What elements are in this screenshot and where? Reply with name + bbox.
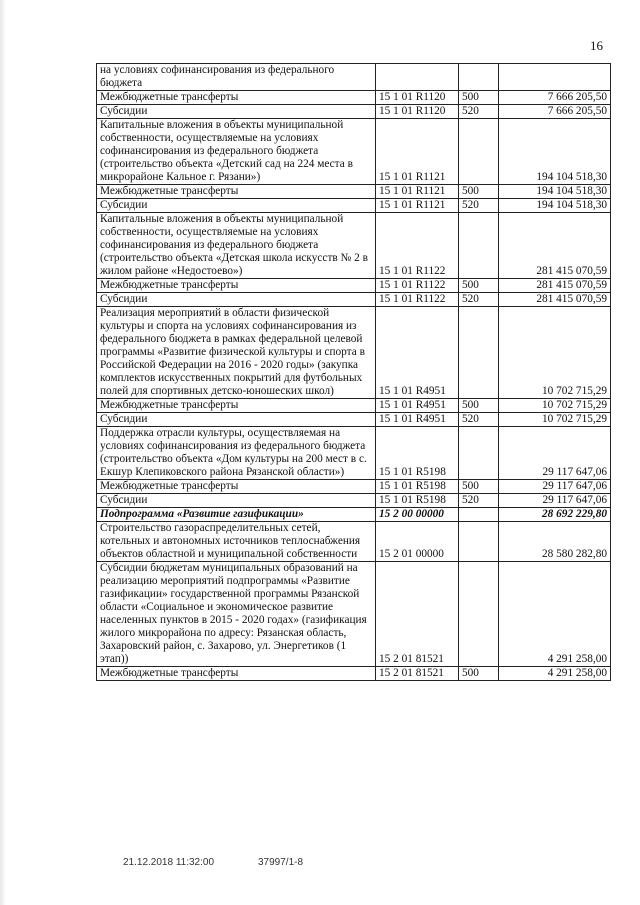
row-name-cell: Реализация мероприятий в области физической культуры и спорта на условиях софинансирования из федерального бюджета в рамках федеральной целевой программы «Развитие физической культуры и спорта в Российской Федерации на 2016 - 2020 годы» (закупка комплектов искусственных покрытий для футбольных полей для спортивных детско-юношеских школ) [97, 307, 376, 399]
row-vr-cell [459, 508, 499, 522]
table-row [97, 105, 611, 119]
row-vr-cell [459, 64, 499, 91]
row-sum-cell: 281 415 070,59 [499, 279, 611, 293]
row-name-cell: на условиях софинансирования из федерального бюджета [97, 64, 376, 91]
row-name-cell: Межбюджетные трансферты [97, 279, 376, 293]
row-sum-cell: 28 580 282,80 [499, 522, 611, 562]
row-name-cell: Субсидии [97, 105, 376, 119]
footer-datetime: 21.12.2018 11:32:00 [123, 857, 215, 868]
row-vr-cell: 520 [459, 413, 499, 427]
row-code-cell: 15 2 01 81521 [376, 667, 459, 681]
table-row [97, 413, 611, 427]
row-sum-cell: 29 117 647,06 [499, 480, 611, 494]
row-sum-cell: 281 415 070,59 [499, 293, 611, 307]
table-row [97, 185, 611, 199]
table-row [97, 508, 611, 522]
row-name-cell: Субсидии бюджетам муниципальных образований на реализацию мероприятий подпрограммы «Развитие газификации» государственной программы Рязанской области «Социальное и экономическое развитие населенных пунктов в 2015 - 2020 годах» (газификация жилого микрорайона по адресу: Рязанская область, Захаровский район, с. Захарово, ул. Энергетиков (1 этап)) [97, 562, 376, 667]
row-name-cell: Капитальные вложения в объекты муниципальной собственности, осуществляемые на условиях софинансирования из федерального бюджета (строительство объекта «Детская школа искусств № 2 в жилом районе «Недостоево») [97, 213, 376, 279]
table-row [97, 307, 611, 399]
row-sum-cell: 10 702 715,29 [499, 399, 611, 413]
table-row [97, 91, 611, 105]
row-vr-cell [459, 307, 499, 399]
row-name-cell: Строительство газораспределительных сетей, котельных и автономных источников теплоснабжения объектов областной и муниципальной собственности [97, 522, 376, 562]
row-sum-cell: 4 291 258,00 [499, 562, 611, 667]
table-row [97, 293, 611, 307]
row-name-cell: Субсидии [97, 199, 376, 213]
row-name-cell: Капитальные вложения в объекты муниципальной собственности, осуществляемые на условиях софинансирования из федерального бюджета (строительство объекта «Детский сад на 224 места в микрорайоне Кальное г. Рязани») [97, 119, 376, 185]
row-sum-cell: 29 117 647,06 [499, 427, 611, 480]
row-sum-cell: 10 702 715,29 [499, 307, 611, 399]
row-sum-cell: 194 104 518,30 [499, 185, 611, 199]
row-vr-cell: 500 [459, 91, 499, 105]
row-code-cell: 15 1 01 R4951 [376, 399, 459, 413]
row-code-cell: 15 2 01 81521 [376, 562, 459, 667]
row-vr-cell: 500 [459, 667, 499, 681]
footer-doc-id: 37997/1-8 [258, 857, 304, 868]
row-name-cell: Субсидии [97, 293, 376, 307]
row-name-cell: Межбюджетные трансферты [97, 399, 376, 413]
row-code-cell: 15 1 01 R1122 [376, 213, 459, 279]
row-vr-cell: 500 [459, 399, 499, 413]
table-row [97, 199, 611, 213]
row-code-cell: 15 1 01 R5198 [376, 480, 459, 494]
row-code-cell: 15 1 01 R4951 [376, 413, 459, 427]
row-code-cell: 15 2 01 00000 [376, 522, 459, 562]
row-sum-cell: 4 291 258,00 [499, 667, 611, 681]
table-row [97, 427, 611, 480]
row-code-cell: 15 1 01 R1122 [376, 293, 459, 307]
row-code-cell: 15 1 01 R4951 [376, 307, 459, 399]
row-vr-cell [459, 562, 499, 667]
row-sum-cell: 7 666 205,50 [499, 105, 611, 119]
row-name-cell: Межбюджетные трансферты [97, 185, 376, 199]
row-sum-cell: 29 117 647,06 [499, 494, 611, 508]
row-sum-cell: 10 702 715,29 [499, 413, 611, 427]
row-code-cell: 15 1 01 R1121 [376, 185, 459, 199]
row-code-cell: 15 1 01 R1121 [376, 199, 459, 213]
row-vr-cell: 520 [459, 494, 499, 508]
row-vr-cell [459, 427, 499, 480]
row-vr-cell [459, 119, 499, 185]
row-code-cell: 15 1 01 R1120 [376, 105, 459, 119]
row-vr-cell [459, 522, 499, 562]
row-name-cell: Подпрограмма «Развитие газификации» [97, 508, 376, 522]
row-vr-cell: 500 [459, 480, 499, 494]
row-vr-cell: 520 [459, 105, 499, 119]
budget-table [96, 63, 611, 681]
table-row [97, 562, 611, 667]
row-vr-cell: 500 [459, 185, 499, 199]
table-row [97, 213, 611, 279]
row-vr-cell: 500 [459, 279, 499, 293]
table-row [97, 119, 611, 185]
row-name-cell: Субсидии [97, 413, 376, 427]
row-vr-cell [459, 213, 499, 279]
row-name-cell: Поддержка отрасли культуры, осуществляемая на условиях софинансирования из федерального бюджета (строительство объекта «Дом культуры на 200 мест в с. Екшур Клепиковского района Рязанской области») [97, 427, 376, 480]
table-row [97, 667, 611, 681]
row-sum-cell: 194 104 518,30 [499, 119, 611, 185]
table-row [97, 522, 611, 562]
row-code-cell: 15 1 01 R1121 [376, 119, 459, 185]
scan-edge [0, 0, 6, 905]
table-row [97, 399, 611, 413]
row-sum-cell [499, 64, 611, 91]
row-sum-cell: 28 692 229,80 [499, 508, 611, 522]
row-sum-cell: 7 666 205,50 [499, 91, 611, 105]
row-name-cell: Субсидии [97, 494, 376, 508]
row-sum-cell: 194 104 518,30 [499, 199, 611, 213]
table-row [97, 480, 611, 494]
budget-table-body [97, 64, 611, 681]
table-row [97, 64, 611, 91]
row-code-cell: 15 2 00 00000 [376, 508, 459, 522]
row-vr-cell: 520 [459, 199, 499, 213]
row-code-cell: 15 1 01 R5198 [376, 427, 459, 480]
table-row [97, 494, 611, 508]
row-sum-cell: 281 415 070,59 [499, 213, 611, 279]
row-code-cell: 15 1 01 R5198 [376, 494, 459, 508]
row-code-cell: 15 1 01 R1122 [376, 279, 459, 293]
row-name-cell: Межбюджетные трансферты [97, 91, 376, 105]
row-name-cell: Межбюджетные трансферты [97, 480, 376, 494]
row-vr-cell: 520 [459, 293, 499, 307]
table-row [97, 279, 611, 293]
row-name-cell: Межбюджетные трансферты [97, 667, 376, 681]
row-code-cell [376, 64, 459, 91]
page-number: 16 [590, 38, 603, 53]
row-code-cell: 15 1 01 R1120 [376, 91, 459, 105]
